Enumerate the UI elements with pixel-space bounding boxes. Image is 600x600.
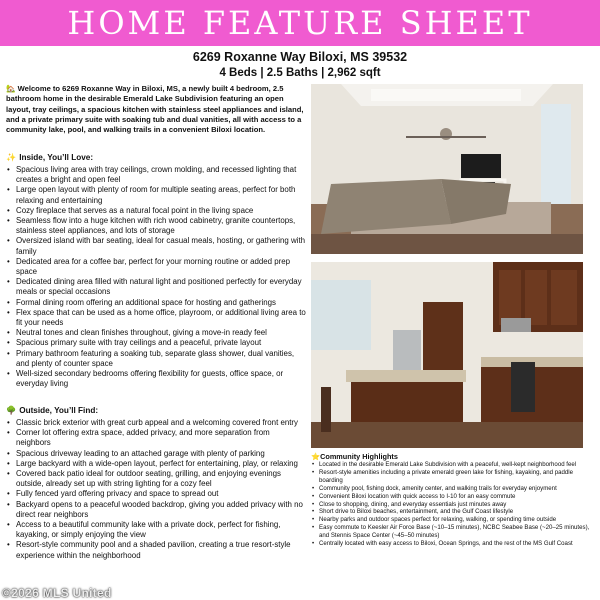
kitchen-photo (311, 262, 583, 448)
community-list (311, 461, 593, 548)
inside-feature-item: • Seamless flow into a huge kitchen with rich wood cabinetry, granite countertops, stainless steel appliances, and lots of storage (6, 216, 306, 236)
tree-icon: 🌳 (6, 406, 17, 415)
inside-feature-item: • Well-sized secondary bedrooms offering flexibility for guests, office space, or everyday living (6, 369, 306, 389)
inside-feature-item: • Formal dining room offering an additional space for hosting and gatherings (6, 298, 306, 308)
inside-feature-item: • Dedicated area for a coffee bar, perfect for your morning routine or added prep space (6, 257, 306, 277)
inside-feature-item: • Oversized island with bar seating, ideal for casual meals, hosting, or gathering with family (6, 236, 306, 256)
inside-feature-item: • Cozy fireplace that serves as a natural focal point in the living space (6, 206, 306, 216)
intro-text: Welcome to 6269 Roxanne Way in Biloxi, MS, a newly built 4 bedroom, 2.5 bathroom home in the desirable Emerald Lake Subdivision featuring an open layout, tray ceilings, a spacious kitchen with stainless steel appliances and island, and a private primary suite with soaking tub and dual vanities, all with access to a community lake, pool, and walking trails in a convenient Biloxi location. (6, 84, 304, 135)
inside-feature-list (6, 165, 306, 389)
community-highlights (311, 452, 593, 548)
outside-feature-item: • Resort-style community pool and a shaded pavilion, creating a true resort-style experience within the neighborhood (6, 540, 306, 560)
star-icon: ⭐ (311, 452, 321, 461)
inside-feature-item: • Flex space that can be used as a home office, playroom, or additional living area to fit your needs (6, 308, 306, 328)
inside-feature-item: • Large open layout with plenty of room for multiple seating areas, perfect for both relaxing and entertaining (6, 185, 306, 205)
intro-paragraph (6, 84, 306, 135)
sparkle-icon: ✨ (6, 153, 17, 162)
page-header (0, 0, 600, 46)
community-item: • Close to shopping, dining, and everyday essentials just minutes away (311, 501, 593, 509)
outside-feature-item: • Backyard opens to a peaceful wooded backdrop, giving you added privacy with no direct rear neighbors (6, 500, 306, 520)
inside-feature-item: • Spacious living area with tray ceilings, crown molding, and recessed lighting that creates a bright and open feel (6, 165, 306, 185)
mls-watermark: ©2026 MLS United (2, 586, 112, 600)
outside-feature-item: • Classic brick exterior with great curb appeal and a welcoming covered front entry (6, 418, 306, 428)
inside-section-title (6, 153, 93, 163)
page-title: HOME FEATURE SHEET (67, 4, 533, 42)
community-item: • Centrally located with easy access to Biloxi, Ocean Springs, and the rest of the MS Gulf Coast (311, 540, 593, 548)
community-item: • Resort-style amenities including a private emerald green lake for fishing, kayaking, and paddle boarding (311, 469, 593, 485)
inside-feature-item: • Neutral tones and clean finishes throughout, giving a move-in ready feel (6, 328, 306, 338)
outside-feature-item: • Spacious driveway leading to an attached garage with plenty of parking (6, 449, 306, 459)
outside-feature-item: • Large backyard with a wide-open layout, perfect for entertaining, play, or relaxing (6, 459, 306, 469)
community-title-text: Community Highlights (320, 452, 398, 461)
community-title (311, 452, 593, 461)
community-item: • Nearby parks and outdoor spaces perfect for relaxing, walking, or spending time outside (311, 516, 593, 524)
listing-address: 6269 Roxanne Way Biloxi, MS 39532 (192, 50, 408, 64)
community-item: • Short drive to Biloxi beaches, entertainment, and the Gulf Coast lifestyle (311, 508, 593, 516)
living-room-photo (311, 84, 583, 254)
outside-feature-item: • Fully fenced yard offering privacy and space to spread out (6, 489, 306, 499)
inside-feature-item: • Primary bathroom featuring a soaking tub, separate glass shower, dual vanities, and plenty of counter space (6, 349, 306, 369)
community-item: • Convenient Biloxi location with quick access to I-10 for an easy commute (311, 493, 593, 501)
inside-title-text: Inside, You’ll Love: (19, 153, 94, 162)
community-item: • Community pool, fishing dock, amenity center, and walking trails for everyday enjoyment (311, 485, 593, 493)
outside-feature-item: • Covered back patio ideal for outdoor seating, grilling, and enjoying evenings outside, already set up with string lighting for a cozy feel (6, 469, 306, 489)
outside-feature-item: • Corner lot offering extra space, added privacy, and more separation from neighbors (6, 428, 306, 448)
community-item: • Easy commute to Keesler Air Force Base (~10–15 minutes), NCBC Seabee Base (~20–25 minutes), and Stennis Space Center (~45–50 minutes) (311, 524, 593, 540)
outside-feature-list (6, 418, 306, 561)
outside-feature-item: • Access to a beautiful community lake with a private dock, perfect for fishing, kayaking, or simply enjoying the view (6, 520, 306, 540)
inside-feature-item: • Dedicated dining area filled with natural light and positioned perfectly for everyday meals or special occasions (6, 277, 306, 297)
community-item: • Located in the desirable Emerald Lake Subdivision with a peaceful, well-kept neighborhood feel (311, 461, 593, 469)
inside-feature-item: • Spacious primary suite with tray ceilings and a peaceful, private layout (6, 338, 306, 348)
outside-title-text: Outside, You’ll Find: (19, 406, 99, 415)
outside-section-title (6, 406, 98, 416)
listing-specs: 4 Beds | 2.5 Baths | 2,962 sqft (219, 67, 381, 79)
house-icon: 🏡 (6, 84, 16, 93)
